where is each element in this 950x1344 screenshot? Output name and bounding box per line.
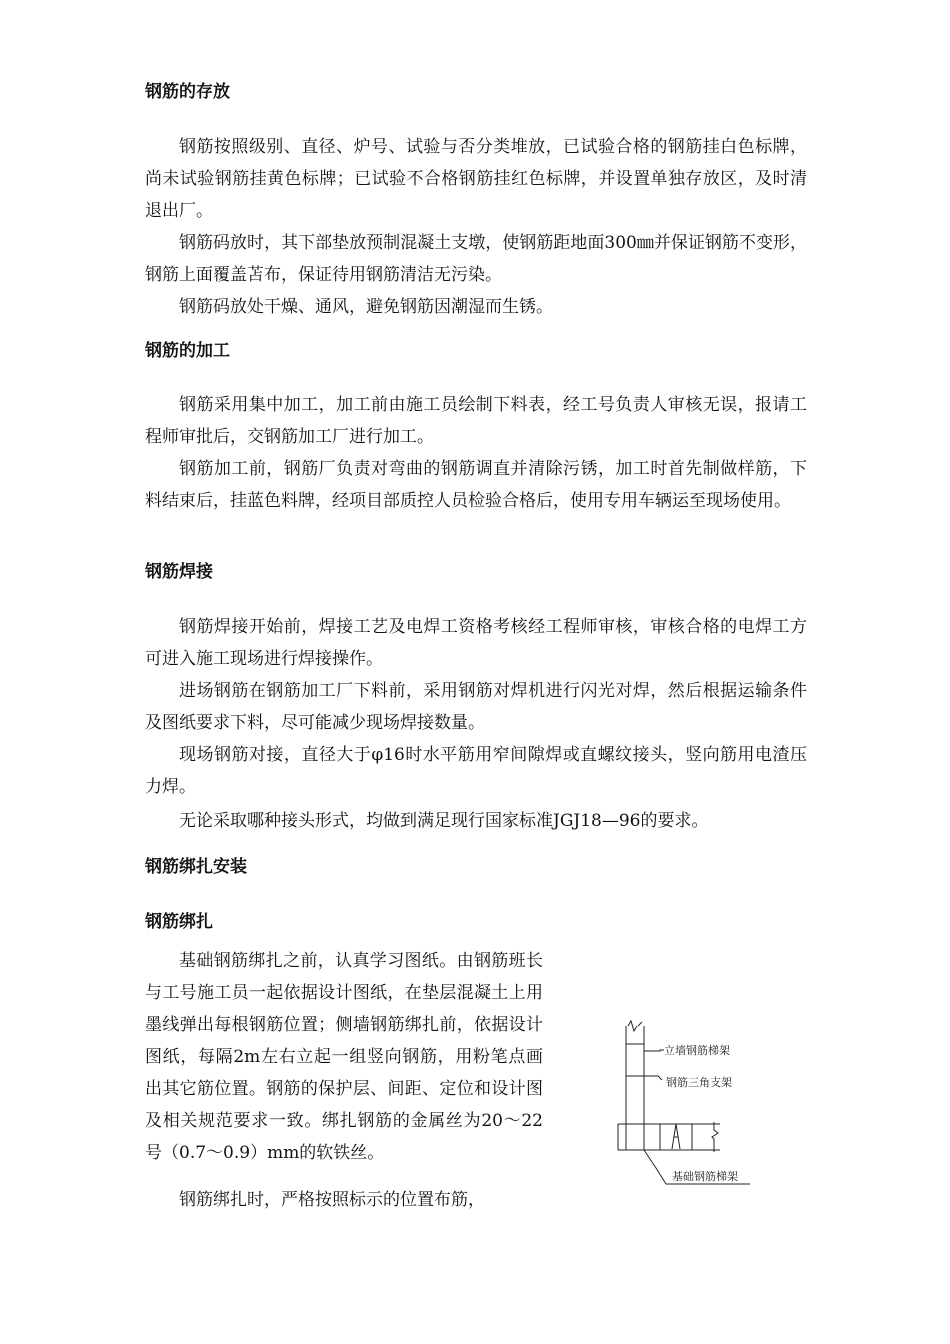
label-triangle-support: 钢筋三角支架: [666, 1076, 732, 1089]
paragraph-welding-2: 进场钢筋在钢筋加工厂下料前，采用钢筋对焊机进行闪光对焊，然后根据运输条件及图纸要求下料，尽可能减少现场焊接数量。: [145, 681, 807, 733]
section-title-binding: 钢筋绑扎: [145, 912, 213, 932]
paragraph-storage-1: 钢筋按照级别、直径、炉号、试验与否分类堆放，已试验合格的钢筋挂白色标牌，尚未试验钢筋挂黄色标牌；已试验不合格钢筋挂红色标牌，并设置单独存放区，及时清退出厂。: [145, 137, 807, 221]
break-mark-slab-right: [712, 1122, 718, 1152]
section-title-storage: 钢筋的存放: [145, 82, 230, 102]
paragraph-welding-3: 现场钢筋对接，直径大于φ16时水平筋用窄间隙焊或直螺纹接头，竖向筋用电渣压力焊。: [145, 745, 807, 797]
paragraph-storage-2: 钢筋码放时，其下部垫放预制混凝土支墩，使钢筋距地面300㎜并保证钢筋不变形，钢筋上面覆盖苫布，保证待用钢筋清洁无污染。: [145, 233, 807, 285]
label-wall-ladder: 立墙钢筋梯架: [664, 1044, 730, 1057]
label-foundation-ladder: 基础钢筋梯架: [672, 1170, 738, 1183]
section-title-installation: 钢筋绑扎安装: [145, 857, 247, 877]
leader-triangle-support: [644, 1076, 662, 1080]
break-mark-top-left: [628, 1021, 637, 1031]
leader-wall-ladder: [644, 1050, 664, 1051]
section-title-processing: 钢筋的加工: [145, 341, 230, 361]
paragraph-storage-3: 钢筋码放处干燥、通风，避免钢筋因潮湿而生锈。: [179, 297, 553, 317]
rebar-support-diagram-svg: [600, 1014, 810, 1199]
paragraph-processing-2: 钢筋加工前，钢筋厂负责对弯曲的钢筋调直并清除污锈，加工时首先制做样筋，下料结束后，挂蓝色料牌，经项目部质控人员检验合格后，使用专用车辆运至现场使用。: [145, 459, 807, 511]
paragraph-processing-1: 钢筋采用集中加工，加工前由施工员绘制下料表，经工号负责人审核无误，报请工程师审批后，交钢筋加工厂进行加工。: [145, 395, 807, 447]
rebar-support-diagram: [600, 1014, 810, 1199]
break-mark-top-right: [638, 1022, 642, 1026]
paragraph-binding-1: 基础钢筋绑扎之前，认真学习图纸。由钢筋班长与工号施工员一起依据设计图纸，在垫层混凝土上用墨线弹出每根钢筋位置；侧墙钢筋绑扎前，依据设计图纸，每隔2m左右立起一组竖向钢筋，用粉笔点画出其它筋位置。钢筋的保护层、间距、定位和设计图及相关规范要求一致。绑扎钢筋的金属丝为20～22号（0.7～0.9）mm的软铁丝。: [145, 951, 543, 1163]
paragraph-welding-1: 钢筋焊接开始前，焊接工艺及电焊工资格考核经工程师审核，审核合格的电焊工方可进入施工现场进行焊接操作。: [145, 617, 807, 669]
section-title-welding: 钢筋焊接: [145, 562, 213, 582]
paragraph-welding-4: 无论采取哪种接头形式，均做到满足现行国家标准JGJ18—96的要求。: [179, 811, 709, 831]
paragraph-binding-2: 钢筋绑扎时，严格按照标示的位置布筋，: [179, 1190, 485, 1210]
